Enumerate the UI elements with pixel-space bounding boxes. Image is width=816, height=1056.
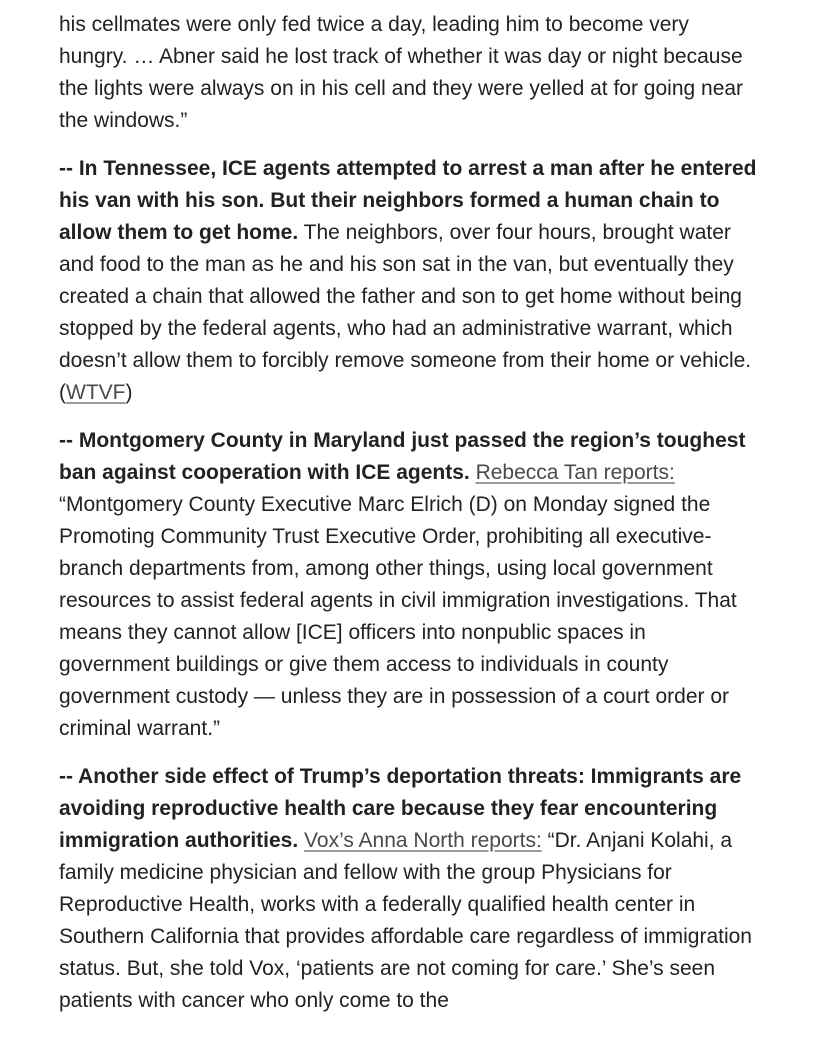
- paragraph-headline: -- Another side effect of Trump’s deportation threats: Immigrants are avoiding reproductive health care because they fear encountering immigration authorities.: [59, 765, 742, 852]
- paragraph-cellmates: [59, 9, 759, 137]
- paragraph-headline: -- In Tennessee, ICE agents attempted to arrest a man after he entered his van with his son. But their neighbors formed a human chain to allow them to get home.: [59, 157, 757, 244]
- rebecca-tan-link[interactable]: Rebecca Tan reports:: [475, 461, 675, 484]
- vox-anna-north-link[interactable]: Vox’s Anna North reports:: [304, 829, 542, 852]
- wtvf-link[interactable]: WTVF: [66, 381, 126, 404]
- paragraph-tennessee: [59, 153, 759, 409]
- paragraph-tail: ): [125, 381, 133, 404]
- paragraph-headline: -- Montgomery County in Maryland just passed the region’s toughest ban against cooperation with ICE agents.: [59, 429, 746, 484]
- paragraph-montgomery: [59, 425, 759, 745]
- paragraph-text: The neighbors, over four hours, brought water and food to the man as he and his son sat in the van, but eventually they created a chain that allowed the father and son to get home without being stopped by the federal agents, who had an administrative warrant, which doesn’t allow them to forcibly remove someone from their home or vehicle. (: [59, 221, 752, 404]
- paragraph-text: his cellmates were only fed twice a day, leading him to become very hungry. … Abner said he lost track of whether it was day or night because the lights were always on in his cell and they were yelled at for going near the windows.”: [59, 13, 744, 132]
- article-body: [59, 9, 759, 1033]
- paragraph-text: “Dr. Anjani Kolahi, a family medicine physician and fellow with the group Physicians for Reproductive Health, works with a federally qualified health center in Southern California that provides affordable care regardless of immigration status. But, she told Vox, ‘patients are not coming for care.’ She’s seen patients with cancer who only come to the: [59, 829, 752, 1012]
- paragraph-reproductive-health: [59, 761, 759, 1017]
- paragraph-text: “Montgomery County Executive Marc Elrich (D) on Monday signed the Promoting Community Trust Executive Order, prohibiting all executive-branch departments from, among other things, using local government resources to assist federal agents in civil immigration investigations. That means they cannot allow [ICE] officers into nonpublic spaces in government buildings or give them access to individuals in county government custody — unless they are in possession of a court order or criminal warrant.”: [59, 493, 737, 740]
